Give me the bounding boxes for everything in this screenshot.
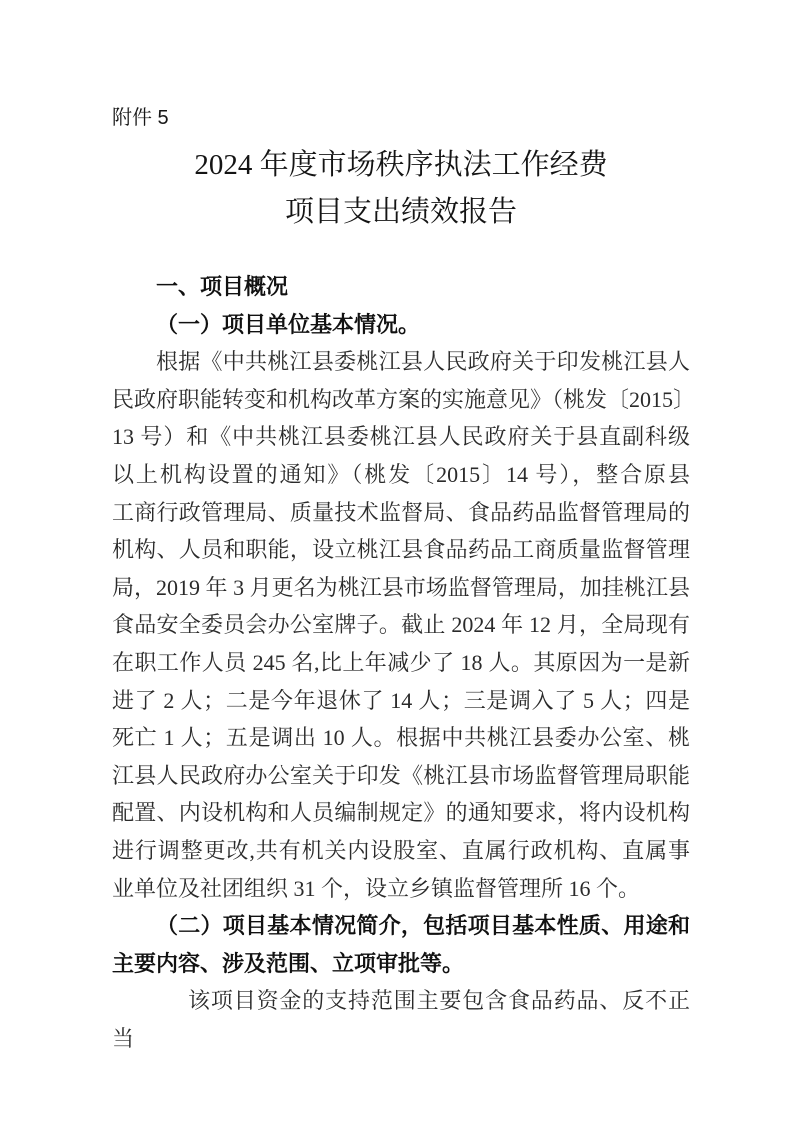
paragraph-1-line-1: 根据《中共桃江县委桃江县人民政府关于印发桃江县人 (156, 349, 690, 375)
attachment-label: 附件 5 (112, 107, 169, 129)
subsection-1-2-heading-line-1: （二）项目基本情况简介，包括项目基本性质、用途和 (156, 913, 690, 939)
paragraph-1-line-4: 以上机构设置的通知》（桃发〔2015〕14 号），整合原县 (112, 461, 690, 487)
subsection-1-2-heading-line-2: 主要内容、涉及范围、立项审批等。 (112, 950, 465, 976)
paragraph-1-line-15: 业单位及社团组织 31 个，设立乡镇监督管理所 16 个。 (112, 875, 641, 901)
subsection-1-1-heading: （一）项目单位基本情况。 (156, 311, 421, 337)
paragraph-1-line-5: 工商行政管理局、质量技术监督局、食品药品监督管理局的 (112, 499, 690, 525)
document-title (112, 142, 690, 236)
section-1-heading: 一、项目概况 (156, 274, 289, 299)
paragraph-1-line-8: 食品安全委员会办公室牌子。截止 2024 年 12 月，全局现有 (112, 612, 690, 638)
paragraph-1-line-2: 民政府职能转变和机构改革方案的实施意见》（桃发〔2015〕 (112, 386, 696, 412)
paragraph-1-line-3: 13 号）和《中共桃江县委桃江县人民政府关于县直副科级 (112, 424, 690, 450)
document-title-line-2: 项目支出绩效报告 (284, 196, 517, 228)
paragraph-1-line-9: 在职工作人员 245 名,比上年减少了 18 人。其原因为一是新 (112, 649, 690, 675)
paragraph-1-line-13: 配置、内设机构和人员编制规定》的通知要求，将内设机构 (112, 800, 690, 826)
paragraph-1-line-11: 死亡 1 人；五是调出 10 人。根据中共桃江县委办公室、桃 (112, 725, 690, 751)
paragraph-1-line-6: 机构、人员和职能，设立桃江县食品药品工商质量监督管理 (112, 537, 690, 563)
paragraph-1-line-12: 江县人民政府办公室关于印发《桃江县市场监督管理局职能 (112, 762, 690, 788)
paragraph-2-line-1: 该项目资金的支持范围主要包含食品药品、反不正当 (112, 988, 690, 1051)
paragraph-1-line-10: 进了 2 人；二是今年退休了 14 人；三是调入了 5 人；四是 (112, 687, 690, 713)
document-title-line-1: 2024 年度市场秩序执法工作经费 (194, 149, 608, 181)
paragraph-1-line-7: 局，2019 年 3 月更名为桃江县市场监督管理局，加挂桃江县 (112, 574, 690, 600)
document-body (112, 268, 696, 1057)
paragraph-1-line-14: 进行调整更改,共有机关内设股室、直属行政机构、直属事 (112, 837, 690, 863)
